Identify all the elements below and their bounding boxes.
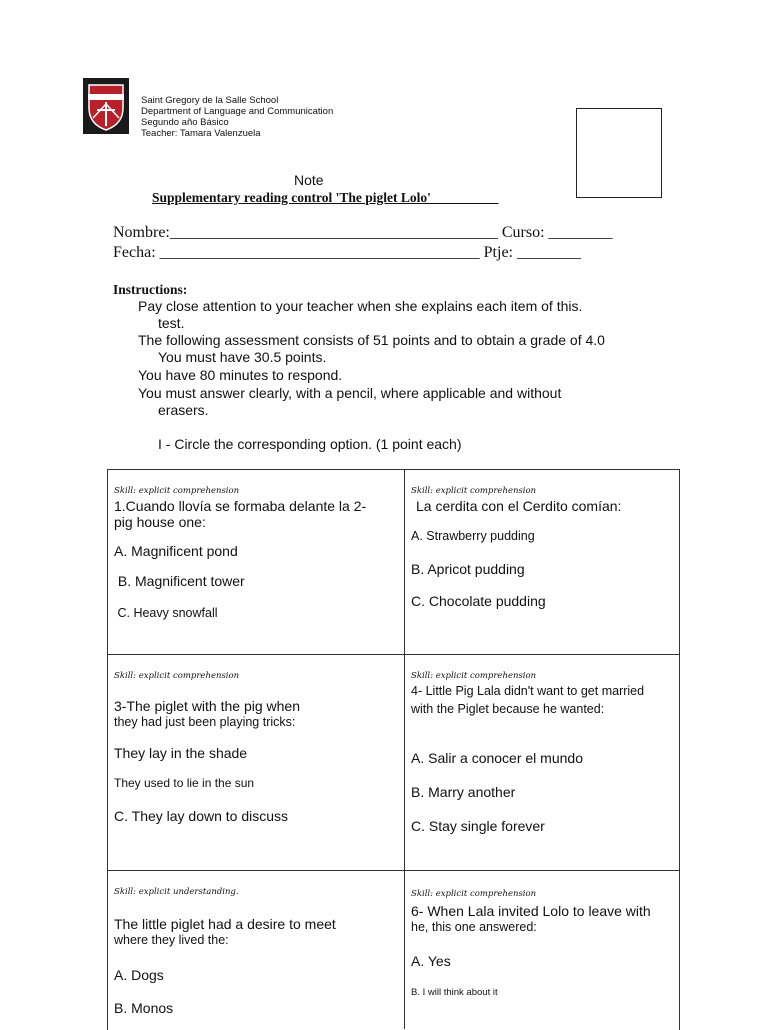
date-score-field[interactable]: Fecha: ________________________________________ Ptje: ________	[113, 244, 581, 261]
question-2	[416, 498, 621, 514]
instructions-title: Instructions:	[113, 282, 188, 297]
option-a[interactable]: A. Salir a conocer el mundo	[411, 750, 583, 766]
skill-label: Skill: explicit comprehension	[114, 671, 240, 681]
instruction-continuation: erasers.	[158, 402, 209, 418]
grid-divider	[107, 870, 679, 871]
option-b[interactable]: B. Magnificent tower	[114, 573, 245, 589]
question-text: The little piglet had a desire to meet	[114, 916, 336, 932]
instruction-item	[138, 298, 582, 332]
option-b[interactable]: B. Marry another	[411, 784, 516, 800]
option-c[interactable]: C. Heavy snowfall	[114, 606, 218, 620]
option-c[interactable]: C. Chocolate pudding	[411, 593, 546, 609]
option-b[interactable]: B. Apricot pudding	[411, 561, 525, 577]
teacher-name: Teacher: Tamara Valenzuela	[141, 128, 261, 139]
option-a[interactable]: A. Yes	[411, 953, 451, 969]
name-course-field[interactable]: Nombre:_________________________________________ Curso: ________	[113, 224, 613, 241]
school-logo	[83, 78, 129, 134]
question-text-cont: with the Piglet because he wanted:	[411, 702, 605, 716]
instruction-item	[138, 385, 561, 419]
option-c[interactable]: C. Stay single forever	[411, 818, 545, 834]
question-text-cont: pig house one:	[114, 514, 206, 530]
question-5	[114, 916, 336, 948]
instruction-text: You must answer clearly, with a pencil, where applicable and without	[138, 385, 562, 401]
option-b[interactable]: B. Monos	[114, 1000, 174, 1016]
school-name: Saint Gregory de la Salle School	[141, 95, 279, 106]
option-b[interactable]: B. I will think about it	[411, 987, 498, 998]
note-label: Note	[294, 172, 324, 188]
question-text: 3-The piglet with the pig when	[114, 698, 300, 714]
question-text: 6- When Lala invited Lolo to leave with	[411, 903, 651, 919]
skill-label: Skill: explicit understanding.	[114, 887, 239, 897]
question-text: 4- Little Pig Lala didn't want to get married	[411, 684, 645, 698]
question-1	[114, 498, 404, 530]
section-title: I - Circle the corresponding option. (1 point each)	[158, 436, 462, 452]
option-a[interactable]: They lay in the shade	[114, 745, 248, 761]
instruction-continuation: test.	[158, 315, 185, 331]
question-text-cont: they had just been playing tricks:	[114, 715, 296, 729]
skill-label: Skill: explicit comprehension	[411, 889, 537, 899]
skill-label: Skill: explicit comprehension	[411, 486, 537, 496]
option-a[interactable]: A. Magnificent pond	[114, 543, 238, 559]
instruction-text: Pay close attention to your teacher when she explains each item of this.	[138, 298, 583, 314]
question-6	[411, 903, 651, 935]
option-a[interactable]: A. Strawberry pudding	[411, 529, 535, 543]
grade-box	[576, 108, 662, 198]
question-3	[114, 698, 300, 730]
instruction-item	[138, 367, 342, 384]
grid-divider	[404, 469, 405, 1029]
question-text-cont: he, this one answered:	[411, 920, 537, 934]
question-text: 1.Cuando llovía se formaba delante la 2-	[114, 498, 367, 514]
grade-level: Segundo año Básico	[141, 117, 229, 128]
option-c[interactable]: C. They lay down to discuss	[114, 808, 289, 824]
skill-label: Skill: explicit comprehension	[114, 486, 240, 496]
instruction-continuation: You must have 30.5 points.	[158, 349, 327, 365]
option-b[interactable]: They used to lie in the sun	[114, 776, 255, 790]
question-text-cont: where they lived the:	[114, 933, 229, 947]
question-4	[411, 682, 666, 718]
instruction-text: The following assessment consists of 51 points and to obtain a grade of 4.0	[138, 332, 605, 348]
grid-divider	[107, 654, 679, 655]
skill-label: Skill: explicit comprehension	[411, 671, 537, 681]
instruction-text: You have 80 minutes to respond.	[138, 367, 343, 383]
document-title: Supplementary reading control 'The piglet Lolo'__________	[152, 190, 499, 205]
option-a[interactable]: A. Dogs	[114, 967, 164, 983]
question-text: La cerdita con el Cerdito comían:	[416, 498, 622, 514]
department-name: Department of Language and Communication	[141, 106, 334, 117]
instruction-item	[138, 332, 605, 366]
